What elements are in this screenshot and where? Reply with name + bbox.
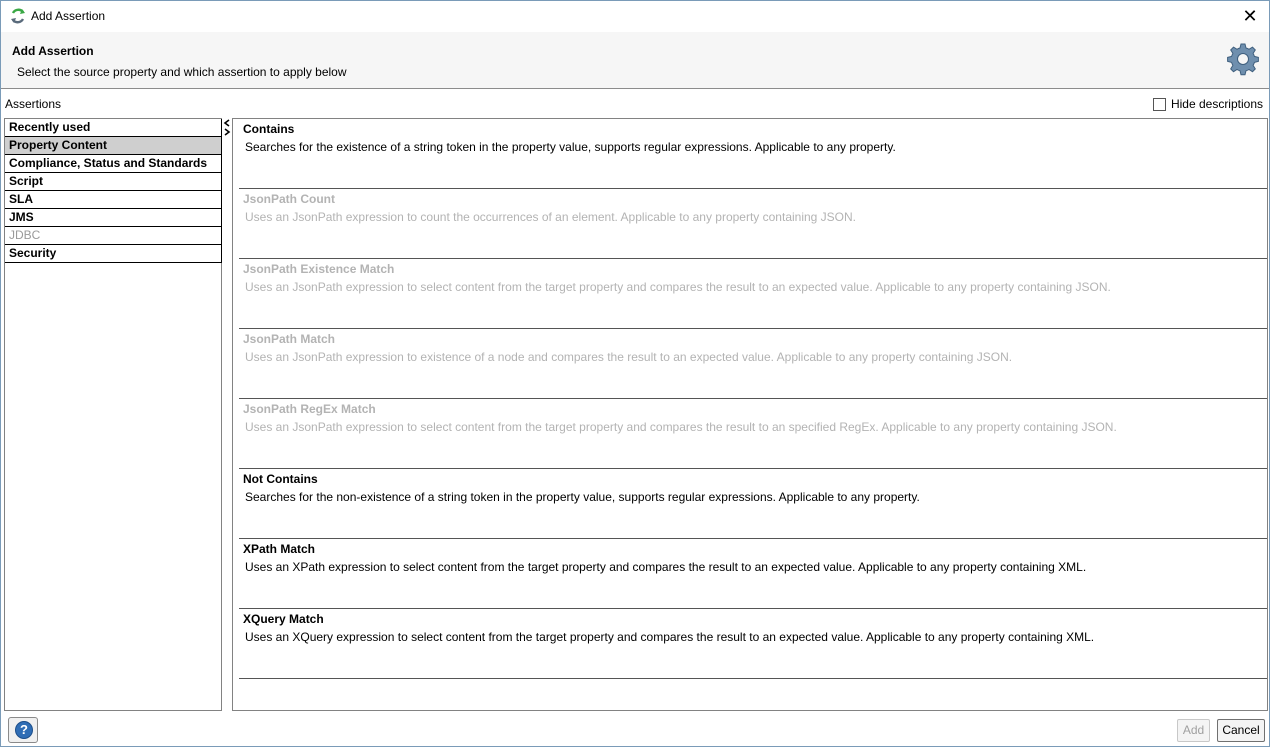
assertion-description: Uses an JsonPath expression to existence of a node and compares the result to an expected value. Applicable to any property containing JSON.: [245, 350, 1013, 364]
assertion-description: Uses an JsonPath expression to select content from the target property and compares the result to an expected value. Applicable to any property containing JSON.: [245, 280, 1111, 294]
assertion-name: JsonPath RegEx Match: [243, 402, 376, 416]
assertion-list: [232, 118, 1268, 711]
assertion-xquery-match[interactable]: [239, 609, 1268, 679]
category-security[interactable]: Security: [5, 245, 222, 263]
collapse-arrows-icon: [222, 118, 231, 138]
dialog-header: [1, 32, 1269, 89]
category-jdbc[interactable]: JDBC: [5, 227, 222, 245]
assertion-description: Uses an XPath expression to select content from the target property and compares the result to an expected value. Applicable to any property containing XML.: [245, 560, 1087, 574]
close-button[interactable]: ✕: [1242, 6, 1258, 26]
assertion-name: XPath Match: [243, 542, 316, 556]
category-compliance-status-standards[interactable]: Compliance, Status and Standards: [5, 155, 222, 173]
assertion-name: JsonPath Count: [243, 192, 335, 206]
window-title: Add Assertion: [31, 9, 106, 23]
hide-descriptions-checkbox[interactable]: [1153, 98, 1166, 111]
assertions-label: Assertions: [5, 97, 62, 111]
assertion-description: Searches for the existence of a string token in the property value, supports regular expressions. Applicable to any property.: [245, 140, 896, 154]
assertion-jsonpath-count[interactable]: [239, 189, 1268, 259]
category-sla[interactable]: SLA: [5, 191, 222, 209]
hide-descriptions-label: Hide descriptions: [1170, 97, 1263, 111]
gear-icon: [1226, 42, 1260, 76]
assertion-name: Not Contains: [243, 472, 318, 486]
hide-descriptions-toggle[interactable]: [1153, 97, 1263, 111]
category-recently-used[interactable]: Recently used: [5, 119, 222, 137]
help-button[interactable]: [8, 717, 38, 743]
assertion-jsonpath-match[interactable]: [239, 329, 1268, 399]
assertion-name: JsonPath Match: [243, 332, 336, 346]
assertion-description: Uses an JsonPath expression to select content from the target property and compares the result to an specified RegEx. Applicable to any property containing JSON.: [245, 420, 1117, 434]
assertion-jsonpath-regex-match[interactable]: [239, 399, 1268, 469]
header-description: Select the source property and which assertion to apply below: [17, 65, 347, 79]
assertion-description: Uses an JsonPath expression to count the occurrences of an element. Applicable to any property containing JSON.: [245, 210, 857, 224]
category-list: [4, 118, 222, 711]
title-bar: [1, 1, 1269, 32]
assertion-xpath-match[interactable]: [239, 539, 1268, 609]
category-script[interactable]: Script: [5, 173, 222, 191]
cancel-button[interactable]: Cancel: [1217, 719, 1265, 742]
header-title: Add Assertion: [12, 44, 94, 58]
assertion-description: Uses an XQuery expression to select content from the target property and compares the result to an expected value. Applicable to any property containing XML.: [245, 630, 1095, 644]
assertion-not-contains[interactable]: [239, 469, 1268, 539]
soapui-logo-icon: [10, 8, 26, 24]
assertion-contains[interactable]: [239, 119, 1268, 189]
splitter-collapse-handle[interactable]: [222, 118, 231, 138]
assertion-name: Contains: [243, 122, 295, 136]
assertion-name: JsonPath Existence Match: [243, 262, 395, 276]
category-jms[interactable]: JMS: [5, 209, 222, 227]
assertion-description: Searches for the non-existence of a string token in the property value, supports regular expressions. Applicable to any property.: [245, 490, 920, 504]
help-icon: ?: [15, 721, 33, 739]
assertion-name: XQuery Match: [243, 612, 324, 626]
category-property-content[interactable]: Property Content: [5, 137, 222, 155]
assertion-jsonpath-existence-match[interactable]: [239, 259, 1268, 329]
add-button[interactable]: Add: [1177, 719, 1210, 742]
